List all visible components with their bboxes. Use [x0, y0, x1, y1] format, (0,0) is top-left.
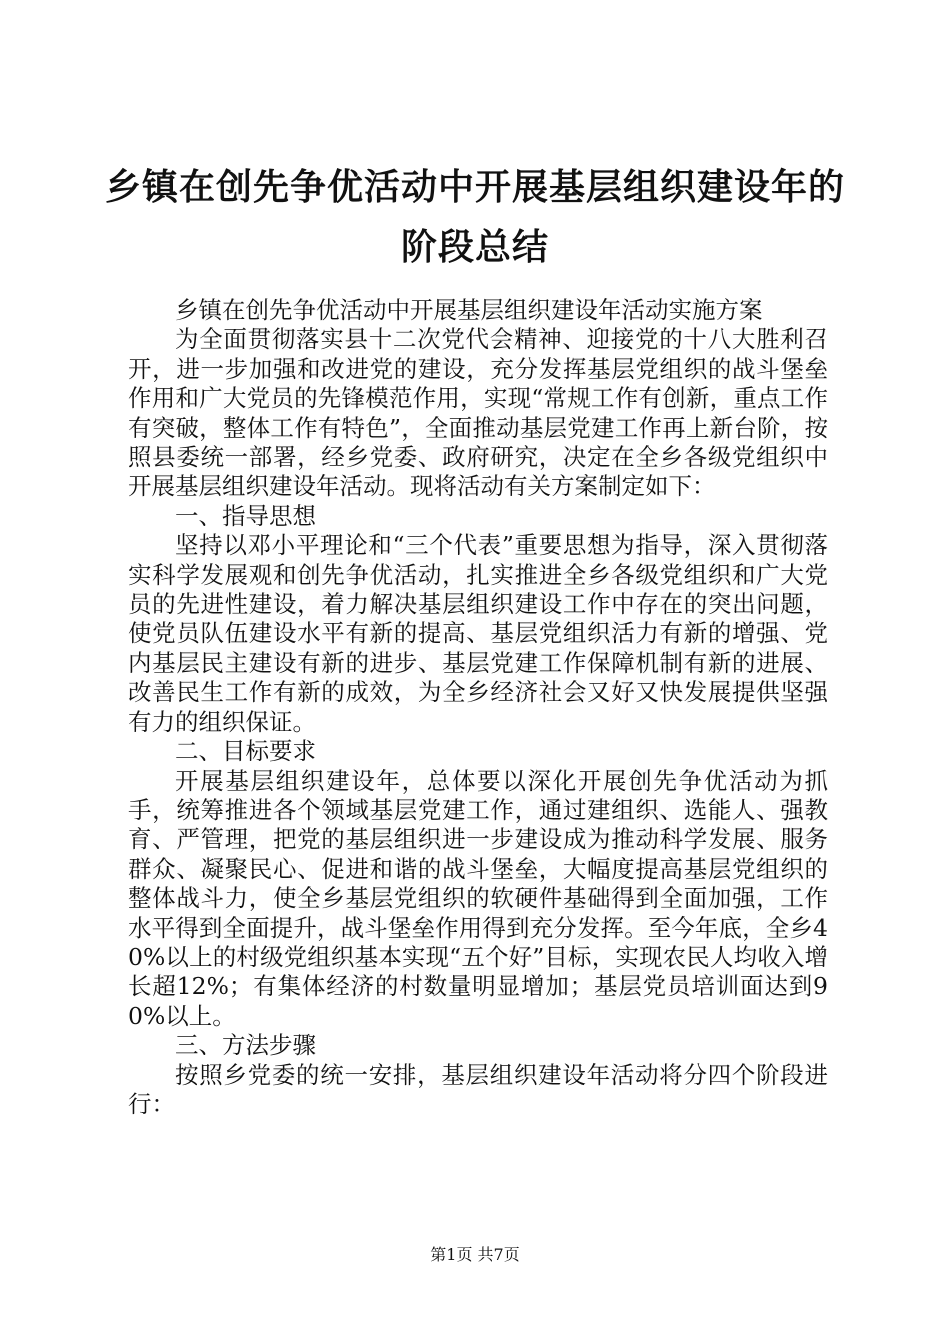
section-heading-guiding-thought: 一、指导思想 [175, 501, 316, 530]
plan-title-paragraph: 乡镇在创先争优活动中开展基层组织建设年活动实施方案 [175, 296, 763, 324]
section-heading-goals: 二、目标要求 [175, 737, 316, 766]
section-heading-steps: 三、方法步骤 [175, 1031, 316, 1060]
page-number-footer: 第1页 共7页 [430, 1245, 520, 1264]
guiding-thought-paragraph: 坚持以邓小平理论和“三个代表”重要思想为指导，深入贯彻落实科学发展观和创先争优活动，扎实推进全乡各级党组织和广大党员的先进性建设，着力解决基层组织建设工作中存在的突出问题，使党员队伍建设水平有新的提高、基层党组织活力有新的增强、党内基层民主建设有新的进步、基层党建工作保障机制有新的进展、改善民生工作有新的成效，为全乡经济社会又好又快发展提供坚强有力的组织保证。 [128, 531, 828, 736]
intro-paragraph: 为全面贯彻落实县十二次党代会精神、迎接党的十八大胜利召开，进一步加强和改进党的建设，充分发挥基层党组织的战斗堡垒作用和广大党员的先锋模范作用，实现“常规工作有创新，重点工作有突破，整体工作有特色”，全面推动基层党建工作再上新台阶，按照县委统一部署，经乡党委、政府研究，决定在全乡各级党组织中开展基层组织建设年活动。现将活动有关方案制定如下： [128, 325, 828, 501]
steps-paragraph: 按照乡党委的统一安排，基层组织建设年活动将分四个阶段进行： [128, 1060, 828, 1118]
document-title [100, 158, 850, 278]
document-body [128, 296, 828, 1119]
goals-paragraph: 开展基层组织建设年，总体要以深化开展创先争优活动为抓手，统筹推进各个领域基层党建工作，通过建组织、选能人、强教育、严管理，把党的基层组织进一步建设成为推动科学发展、服务群众、凝聚民心、促进和谐的战斗堡垒，大幅度提高基层党组织的整体战斗力，使全乡基层党组织的软硬件基础得到全面加强，工作水平得到全面提升，战斗堡垒作用得到充分发挥。至今年底，全乡40%以上的村级党组织基本实现“五个好”目标，实现农民人均收入增长超12%；有集体经济的村数量明显增加；基层党员培训面达到90%以上。 [128, 766, 828, 1030]
title-line-1: 乡镇在创先争优活动中开展基层组织建设年的 [104, 167, 845, 208]
title-line-2: 阶段总结 [400, 227, 549, 268]
